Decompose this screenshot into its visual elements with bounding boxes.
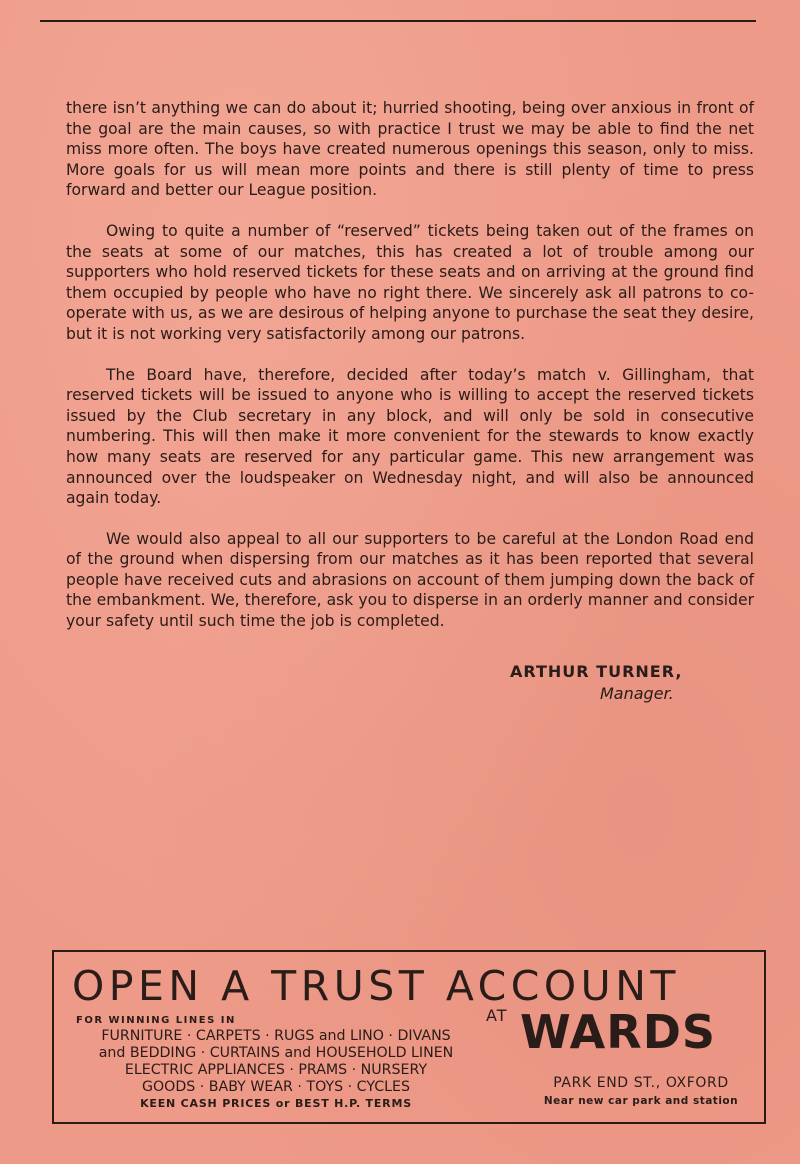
- advert-brand: WARDS: [520, 1005, 717, 1059]
- advert-line: FURNITURE · CARPETS · RUGS and LINO · DIVANS: [101, 1028, 451, 1044]
- paragraph-4: We would also appeal to all our supporters to be careful at the London Road end of the ground when dispersing from our matches as it has been reported that several people have received cuts and abrasions on account of them jumping down the back of the embankment. We, therefore, ask you to disperse in an orderly manner and consider your safety until such time the job is completed.: [66, 529, 754, 631]
- top-rule: [40, 20, 756, 22]
- advert-line: GOODS · BABY WEAR · TOYS · CYCLES: [141, 1079, 411, 1095]
- signature-title: Manager.: [600, 684, 674, 703]
- article-body: [66, 98, 754, 652]
- signature-block: [510, 661, 760, 705]
- advert-at: AT: [486, 1006, 508, 1025]
- paragraph-3: The Board have, therefore, decided after today’s match v. Gillingham, that reserved tickets will be issued to anyone who is willing to accept the reserved tickets issued by the Club secretary in any block, and will only be sold in consecutive numbering. This will then make it more convenient for the stewards to know exactly how many seats are reserved for any particular game. This new arrangement was announced over the loudspeaker on Wednesday night, and will also be announced again today.: [66, 365, 754, 508]
- wards-advert: [52, 950, 766, 1124]
- advert-product-lines: [76, 1028, 476, 1096]
- advert-address: PARK END ST., OXFORD: [553, 1075, 729, 1091]
- advert-line: ELECTRIC APPLIANCES · PRAMS · NURSERY: [124, 1062, 428, 1078]
- advert-subhead: FOR WINNING LINES IN: [76, 1015, 236, 1026]
- advert-location-note: Near new car park and station: [543, 1095, 739, 1107]
- advert-line: and BEDDING · CURTAINS and HOUSEHOLD LINEN: [98, 1045, 454, 1061]
- advert-headline: OPEN A TRUST ACCOUNT: [72, 962, 680, 1010]
- advert-terms: KEEN CASH PRICES or BEST H.P. TERMS: [140, 1097, 412, 1110]
- paragraph-2: Owing to quite a number of “reserved” tickets being taken out of the frames on the seats at some of our matches, this has created a lot of trouble among our supporters who hold reserved tickets for these seats and on arriving at the ground find them occupied by people who have no right there. We sincerely ask all patrons to co-operate with us, as we are desirous of helping anyone to purchase the seat they desire, but it is not working very satisfactorily among our patrons.: [66, 221, 754, 343]
- paragraph-1: there isn’t anything we can do about it; hurried shooting, being over anxious in front of the goal are the main causes, so with practice I trust we may be able to find the net miss more often. The boys have created numerous openings this season, only to miss. More goals for us will mean more points and there is still plenty of time to press forward and better our League position.: [66, 99, 754, 200]
- signature-name: ARTHUR TURNER,: [510, 662, 683, 681]
